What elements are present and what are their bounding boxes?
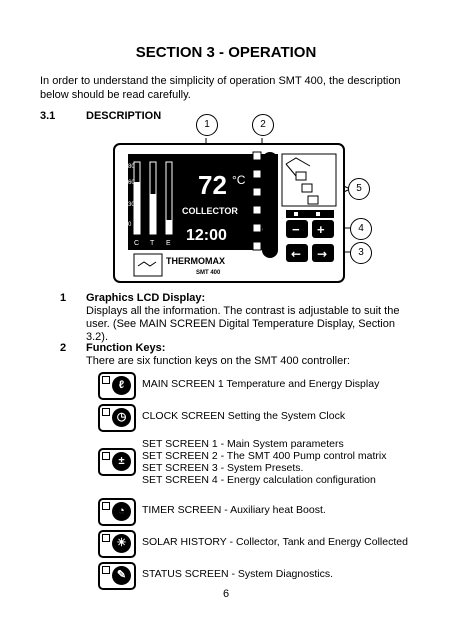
svg-text:80: 80 [128, 164, 135, 170]
item-2-title: Function Keys: [86, 342, 166, 354]
settings-icon: ± [112, 452, 131, 471]
item-1-body: Displays all the information. The contrast is adjustable to suit the user. (See MAIN SCREEN Digital Temperature Display, Section 3.2). [86, 305, 400, 343]
left-button: ← [291, 247, 302, 261]
item-1-title: Graphics LCD Display: [86, 292, 206, 304]
item-2-number: 2 [60, 342, 67, 354]
fk-solar-history: SOLAR HISTORY - Collector, Tank and Energy Collected [142, 536, 408, 548]
callout-2: 2 [252, 114, 274, 136]
intro-paragraph: In order to understand the simplicity of operation SMT 400, the description below should be read carefully. [40, 75, 401, 101]
solar-history-key[interactable] [98, 530, 136, 558]
fk-main-screen: MAIN SCREEN 1 Temperature and Energy Display [142, 378, 380, 390]
brand-model: SMT 400 [196, 270, 221, 276]
wrench-key[interactable] [98, 562, 136, 590]
page-number: 6 [222, 588, 230, 600]
fk-set-screen-1: SET SCREEN 1 - Main System parameters [142, 438, 344, 450]
svg-text:T: T [150, 240, 155, 247]
callout-1: 1 [196, 114, 218, 136]
svg-text:C: C [134, 240, 140, 247]
fk-status-screen: STATUS SCREEN - System Diagnostics. [142, 568, 333, 580]
wrench-icon: ✎ [112, 566, 131, 585]
minus-button: − [292, 222, 300, 237]
controller-diagram [110, 114, 400, 290]
plus-button: + [317, 222, 325, 237]
timer-key[interactable] [98, 498, 136, 526]
solar-history-icon: ☀ [112, 534, 131, 553]
svg-text:60: 60 [128, 180, 135, 186]
lcd-temperature: 72 [198, 170, 227, 200]
lcd-time: 12:00 [186, 227, 227, 244]
clock-icon: ◷ [112, 408, 131, 427]
item-2-body: There are six function keys on the SMT 400 controller: [86, 355, 350, 367]
svg-text:E: E [166, 240, 171, 247]
section-title: SECTION 3 - OPERATION [135, 44, 317, 61]
svg-text:30: 30 [128, 202, 135, 208]
clock-key[interactable] [98, 404, 136, 432]
svg-text:0: 0 [128, 222, 132, 228]
right-button: → [317, 247, 328, 261]
fk-timer-screen: TIMER SCREEN - Auxiliary heat Boost. [142, 504, 326, 516]
thermometer-key[interactable] [98, 372, 136, 400]
thermometer-icon: ℓ [112, 376, 131, 395]
fk-set-screen-4: SET SCREEN 4 - Energy calculation configuration [142, 474, 376, 486]
callout-4: 4 [350, 218, 372, 240]
lcd-label: COLLECTOR [182, 206, 238, 216]
fk-clock-screen: CLOCK SCREEN Setting the System Clock [142, 410, 346, 422]
lcd-unit: °C [232, 173, 246, 187]
settings-key[interactable] [98, 448, 136, 476]
item-1-number: 1 [60, 292, 67, 304]
callout-5: 5 [348, 178, 370, 200]
subsection-title: DESCRIPTION [86, 110, 162, 122]
brand-name: THERMOMAX [166, 256, 225, 266]
fk-set-screen-2: SET SCREEN 2 - The SMT 400 Pump control matrix [142, 450, 387, 462]
callout-3: 3 [350, 242, 372, 264]
fk-set-screen-3: SET SCREEN 3 - System Presets. [142, 462, 304, 474]
timer-icon: ◔ [112, 502, 131, 521]
subsection-number: 3.1 [40, 110, 56, 122]
